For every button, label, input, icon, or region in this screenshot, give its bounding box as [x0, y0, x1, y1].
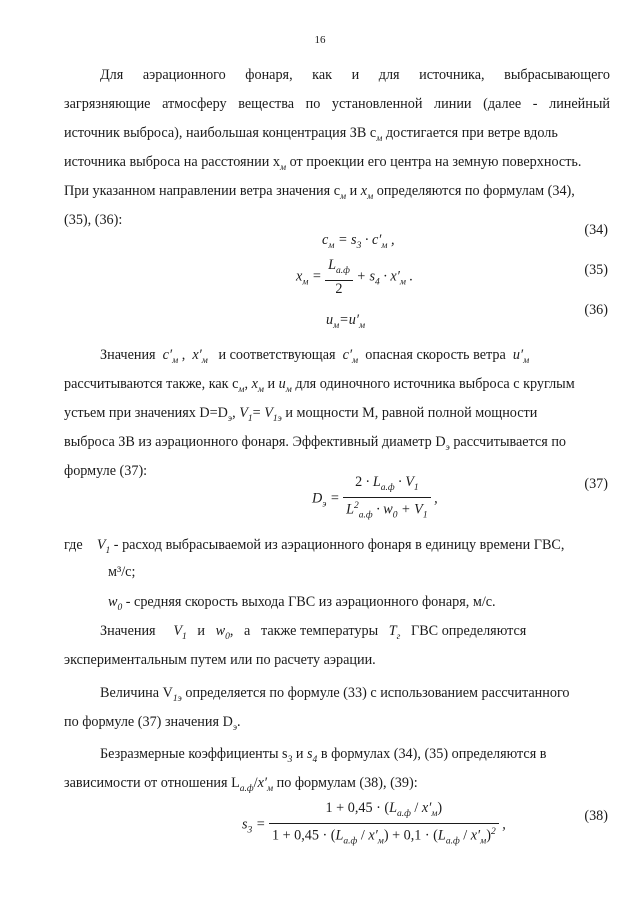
para1-line6: (35), (36):	[64, 212, 123, 228]
para4-line2: по формуле (37) значения $D_э$.	[64, 714, 241, 733]
equation-38-number: (38)	[584, 808, 608, 824]
equation-37-number: (37)	[584, 476, 608, 492]
page-number: 16	[314, 34, 326, 46]
para1-line1: Для аэрационного фонаря, как и для источника, выбрасывающего	[100, 67, 610, 83]
para1-line5: При указанном направлении ветра значения $c_м$ и $x_м$ определяются по формулам (34),	[64, 183, 575, 202]
para1-line3: источник выброса), наибольшая концентрация ЗВ $c_м$ достигается при ветре вдоль	[64, 125, 558, 144]
para4-line1: Величина $V_{1э}$ определяется по формуле (33) с использованием рассчитанного	[100, 685, 570, 704]
para5-line2: зависимости от отношения $L_{а.ф}/x'_м$ по формулам (38), (39):	[64, 775, 418, 794]
para3-line1: Значения $V_1$ и $w_0$, а также температуры $T_г$ ГВС определяются	[100, 623, 527, 642]
equation-34-number: (34)	[584, 222, 608, 238]
where-line1: где $V_1$ - расход выбрасываемой из аэрационного фонаря в единицу времени ГВС,	[64, 537, 565, 556]
para2-line3: устьем при значениях $D=D_э$, $V_1= V_{1э}$ и мощности M, равной полной мощности	[64, 405, 538, 424]
para2-line2: рассчитываются также, как $c_м$, $x_м$ и $u_м$ для одиночного источника выброса с круглым	[64, 376, 575, 395]
para5-line1: Безразмерные коэффициенты $s_3$ и $s_4$ в формулах (34), (35) определяются в	[100, 746, 547, 765]
equation-35: $x_м$ = $\frac{L_{а.ф}}{2}$ + $s_4 \cdot x'_м$ .	[296, 257, 413, 297]
equation-36: $u_м=u'_м$	[326, 312, 366, 331]
para2-line4: выброса ЗВ из аэрационного фонаря. Эффективный диаметр $D_э$ рассчитывается по	[64, 434, 567, 453]
para2-line5: формуле (37):	[64, 463, 148, 479]
equation-34: $c_м = s_3 \cdot c'_м$ ,	[322, 232, 395, 251]
where-unit: м³/с;	[108, 564, 136, 580]
para1-line4: источника выброса на расстоянии $x_м$ от проекции его центра на земную поверхность.	[64, 154, 582, 173]
equation-38: $s_3$ = $\frac{1 + 0,45 \cdot (L_{а.ф} / x'_м)}{1 + 0,45 \cdot (L_{а.ф} / x'_м) + 0,1 \cdot (L_{а.ф} / x'_м)^2}$ ,	[242, 800, 506, 847]
para1-line2: загрязняющие атмосферу вещества по установленной линии (далее - линейный	[64, 96, 610, 112]
where-line3: $w_0$ - средняя скорость выхода ГВС из аэрационного фонаря, м/с.	[108, 594, 496, 613]
para3-line2: экспериментальным путем или по расчету аэрации.	[64, 652, 376, 668]
equation-37: $D_э$ = $\frac{2 \cdot L_{а.ф} \cdot V_1}{L^2_{а.ф} \cdot w_0 + V_1}$ ,	[312, 474, 438, 521]
equation-35-number: (35)	[584, 262, 608, 278]
equation-36-number: (36)	[584, 302, 608, 318]
para2-line1: Значения $c'_м$ , $x'_м$ и соответствующая $c'_м$ опасная скорость ветра $u'_м$	[100, 347, 530, 366]
